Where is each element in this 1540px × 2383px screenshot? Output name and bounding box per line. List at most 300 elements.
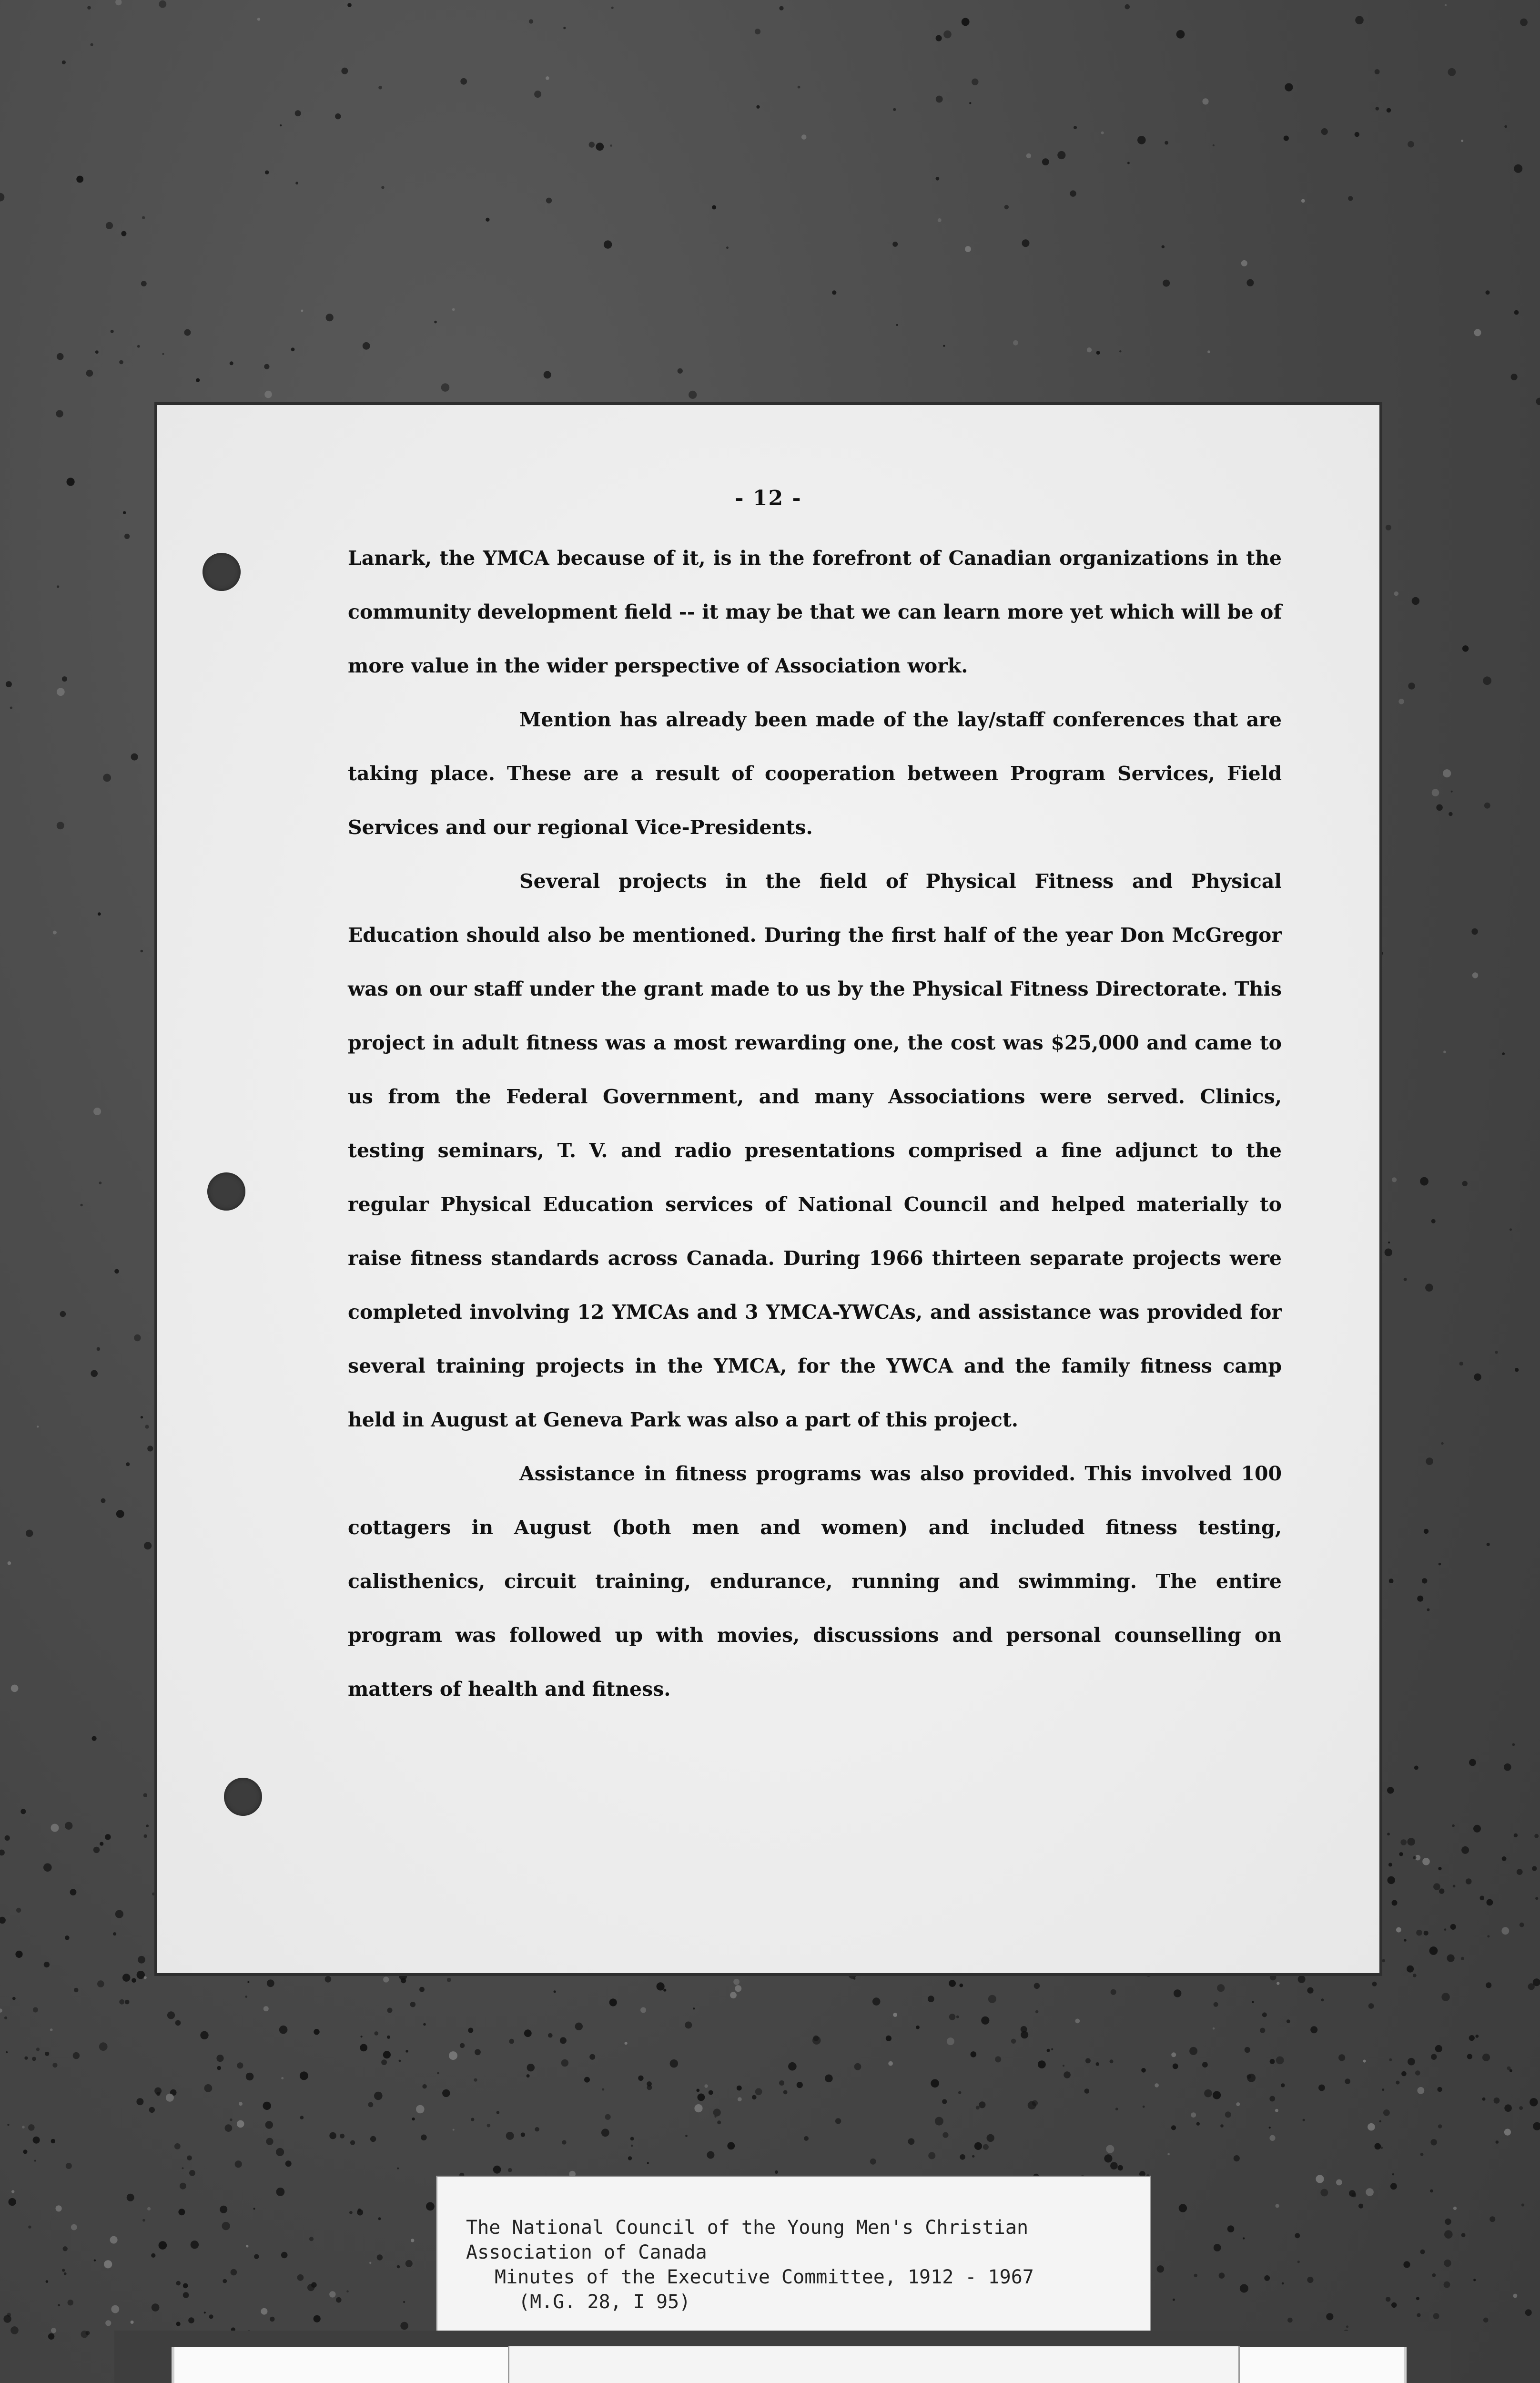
speckle bbox=[137, 1971, 145, 1979]
speckle bbox=[246, 2245, 248, 2247]
speckle bbox=[103, 774, 111, 782]
speckle bbox=[1461, 1957, 1464, 1960]
speckle bbox=[1084, 2088, 1090, 2094]
speckle bbox=[969, 102, 971, 104]
speckle bbox=[239, 2102, 243, 2106]
speckle bbox=[416, 2105, 425, 2114]
speckle bbox=[336, 2297, 342, 2303]
speckle bbox=[1021, 2031, 1028, 2038]
speckle bbox=[152, 2303, 160, 2312]
speckle bbox=[755, 2088, 762, 2095]
speckle bbox=[175, 2020, 181, 2026]
speckle bbox=[1225, 2111, 1231, 2118]
speckle bbox=[71, 2224, 77, 2230]
speckle bbox=[1507, 2067, 1511, 2070]
speckle bbox=[68, 2300, 73, 2305]
speckle bbox=[1422, 1578, 1427, 1583]
speckle bbox=[141, 950, 143, 953]
speckle bbox=[1345, 2078, 1350, 2084]
speckle bbox=[1375, 69, 1380, 74]
speckle bbox=[544, 371, 551, 378]
speckle bbox=[1085, 2058, 1091, 2063]
speckle bbox=[33, 2137, 40, 2144]
speckle bbox=[381, 186, 384, 189]
speckle bbox=[410, 2002, 415, 2007]
speckle bbox=[1392, 1900, 1398, 1906]
speckle bbox=[1486, 1982, 1491, 1988]
paragraph-3: Several projects in the field of Physical Fitness and Physical Education should also be mentioned. During the first half of the year Don McGregor was on our staff under the grant made to us by the Physical Fitness Directorate. This project in adult fitness was a most rewarding one, the cost was $25,000 and came to us from the Federal Government, and many Associations were served. Clinics, testing seminars, T. V. and radio presentations comprised a fine adjunct to the regular Physical Education services of National Council and helped materially to raise fitness standards across Canada. During 1966 thirteen separate projects were completed involving 12 YMCAs and 3 YMCA-YWCAs, and assistance was provided for several training projects in the YMCA, for the YWCA and the family fitness camp held in August at Geneva Park was also a part of this project. bbox=[348, 870, 1282, 1431]
speckle bbox=[1301, 199, 1305, 203]
speckle bbox=[1433, 1883, 1440, 1890]
speckle bbox=[1338, 2054, 1345, 2061]
speckle bbox=[1416, 2297, 1419, 2300]
speckle bbox=[1504, 2104, 1512, 2112]
speckle bbox=[1436, 805, 1443, 811]
speckle bbox=[1297, 2261, 1300, 2263]
speckle bbox=[447, 1978, 451, 1982]
speckle bbox=[381, 2059, 387, 2065]
speckle bbox=[1269, 2135, 1275, 2141]
speckle bbox=[1220, 2124, 1224, 2128]
speckle bbox=[64, 2272, 67, 2275]
archive-label-line-3: Minutes of the Executive Committee, 1912 - 1967 bbox=[495, 2266, 1034, 2288]
speckle bbox=[1486, 290, 1490, 295]
speckle bbox=[147, 1446, 153, 1451]
speckle bbox=[1391, 2302, 1397, 2308]
speckle bbox=[1417, 1596, 1423, 1602]
speckle bbox=[1101, 132, 1104, 134]
speckle bbox=[1173, 2064, 1178, 2069]
speckle bbox=[546, 198, 552, 204]
speckle bbox=[1417, 2087, 1424, 2094]
speckle bbox=[311, 2282, 317, 2288]
speckle bbox=[521, 2132, 525, 2137]
speckle bbox=[1355, 132, 1359, 137]
speckle bbox=[180, 2183, 186, 2190]
speckle bbox=[111, 330, 114, 333]
speckle bbox=[965, 246, 971, 252]
speckle bbox=[1400, 1839, 1407, 1845]
speckle bbox=[340, 2134, 344, 2139]
speckle bbox=[422, 2084, 426, 2088]
label-tab bbox=[508, 2346, 1240, 2383]
speckle bbox=[1375, 2143, 1381, 2150]
speckle bbox=[387, 2008, 393, 2013]
speckle bbox=[329, 2291, 335, 2297]
speckle bbox=[122, 1974, 131, 1982]
archives-stamp-frame bbox=[114, 2331, 1451, 2383]
speckle bbox=[46, 2280, 49, 2283]
speckle bbox=[832, 290, 836, 295]
speckle bbox=[0, 2008, 2, 2012]
speckle bbox=[1502, 1856, 1507, 1861]
speckle bbox=[1535, 1897, 1538, 1900]
speckle bbox=[943, 31, 952, 39]
speckle bbox=[936, 96, 943, 103]
speckle bbox=[50, 2028, 53, 2031]
speckle bbox=[174, 2143, 181, 2149]
speckle bbox=[1443, 1050, 1446, 1053]
speckle bbox=[949, 2014, 956, 2020]
speckle bbox=[486, 218, 489, 222]
speckle bbox=[11, 1685, 19, 1692]
speckle bbox=[357, 2210, 363, 2216]
speckle bbox=[1246, 279, 1254, 286]
speckle bbox=[10, 706, 12, 709]
speckle bbox=[63, 2246, 68, 2251]
speckle bbox=[798, 86, 800, 89]
speckle bbox=[309, 2237, 314, 2241]
speckle bbox=[596, 143, 604, 151]
speckle bbox=[1467, 2054, 1472, 2059]
speckle bbox=[1245, 2047, 1250, 2053]
speckle bbox=[265, 171, 269, 174]
speckle bbox=[1352, 2193, 1357, 2198]
speckle bbox=[32, 2057, 36, 2061]
speckle bbox=[1432, 789, 1439, 796]
speckle bbox=[411, 2239, 414, 2242]
speckle bbox=[1284, 136, 1289, 141]
speckle bbox=[1433, 2313, 1439, 2319]
speckle bbox=[493, 2166, 501, 2174]
speckle bbox=[1064, 2071, 1071, 2078]
speckle bbox=[67, 478, 75, 486]
speckle bbox=[142, 216, 145, 219]
speckle bbox=[678, 368, 683, 374]
speckle bbox=[1057, 151, 1065, 159]
speckle bbox=[1461, 1846, 1469, 1854]
speckle bbox=[1379, 2120, 1381, 2122]
speckle bbox=[377, 2254, 383, 2260]
speckle bbox=[527, 2064, 535, 2071]
speckle bbox=[1461, 2233, 1466, 2237]
speckle bbox=[1533, 2122, 1540, 2130]
speckle bbox=[7, 2124, 9, 2126]
speckle bbox=[412, 2118, 415, 2120]
speckle bbox=[264, 364, 269, 369]
speckle bbox=[1355, 16, 1364, 25]
speckle bbox=[1277, 1982, 1279, 1985]
speckle bbox=[1285, 83, 1293, 92]
speckle bbox=[326, 314, 334, 321]
punch-hole-top bbox=[203, 553, 241, 591]
speckle bbox=[378, 86, 382, 90]
speckle bbox=[1517, 1869, 1523, 1875]
speckle bbox=[6, 681, 12, 687]
speckle bbox=[1307, 1987, 1313, 1994]
speckle bbox=[1407, 1965, 1414, 1973]
speckle bbox=[1213, 2091, 1221, 2099]
speckle bbox=[60, 1311, 66, 1317]
speckle bbox=[1252, 2001, 1254, 2003]
speckle bbox=[1389, 1578, 1394, 1583]
speckle bbox=[575, 2023, 583, 2030]
speckle bbox=[184, 329, 191, 336]
speckle bbox=[1227, 2225, 1235, 2232]
speckle bbox=[426, 2202, 435, 2211]
speckle bbox=[1530, 2098, 1538, 2106]
speckle bbox=[44, 1962, 50, 1967]
speckle bbox=[942, 2099, 947, 2104]
speckle bbox=[647, 2162, 649, 2164]
speckle bbox=[1473, 2279, 1476, 2281]
speckle bbox=[144, 1542, 152, 1549]
speckle bbox=[16, 1908, 21, 1913]
speckle bbox=[137, 345, 140, 348]
speckle bbox=[1415, 2070, 1420, 2076]
speckle bbox=[893, 2013, 897, 2017]
speckle bbox=[916, 2026, 920, 2029]
speckle bbox=[374, 2092, 383, 2100]
speckle bbox=[630, 2137, 634, 2141]
speckle bbox=[189, 2170, 195, 2176]
speckle bbox=[534, 91, 541, 98]
speckle bbox=[51, 2328, 56, 2333]
speckle bbox=[1179, 2204, 1187, 2212]
speckle bbox=[1396, 1927, 1401, 1933]
speckle bbox=[167, 2011, 175, 2019]
speckle bbox=[405, 2050, 408, 2053]
speckle bbox=[1189, 2047, 1197, 2055]
speckle bbox=[131, 2321, 134, 2324]
speckle bbox=[1536, 398, 1540, 406]
speckle bbox=[471, 2118, 474, 2121]
speckle bbox=[694, 2104, 702, 2112]
speckle bbox=[347, 3, 352, 7]
speckle bbox=[125, 2000, 130, 2005]
speckle bbox=[1512, 1743, 1515, 1746]
speckle bbox=[187, 2156, 192, 2161]
speckle bbox=[693, 2007, 695, 2009]
archives-stamp bbox=[172, 2347, 1407, 2383]
speckle bbox=[1420, 1177, 1429, 1186]
speckle bbox=[383, 2051, 391, 2058]
speckle bbox=[1207, 350, 1210, 353]
speckle bbox=[209, 2314, 213, 2319]
speckle bbox=[281, 2077, 284, 2079]
speckle bbox=[1494, 2098, 1500, 2104]
speckle bbox=[134, 1334, 141, 1341]
speckle bbox=[1420, 2153, 1424, 2156]
speckle bbox=[983, 2144, 989, 2150]
speckle bbox=[1234, 2155, 1240, 2161]
speckle bbox=[62, 676, 67, 682]
speckle bbox=[401, 1978, 406, 1983]
speckle bbox=[1380, 2147, 1383, 2149]
speckle bbox=[0, 1917, 6, 1924]
speckle bbox=[1104, 2154, 1112, 2162]
speckle bbox=[527, 2074, 530, 2077]
speckle bbox=[1482, 2054, 1490, 2061]
speckle bbox=[441, 383, 450, 392]
speckle bbox=[1399, 1852, 1403, 1856]
speckle bbox=[285, 2160, 292, 2167]
speckle bbox=[295, 110, 301, 116]
speckle bbox=[1074, 126, 1077, 129]
speckle bbox=[1336, 2179, 1342, 2186]
speckle bbox=[423, 2023, 426, 2026]
speckle bbox=[696, 2089, 699, 2092]
speckle bbox=[3, 2315, 11, 2322]
speckle bbox=[1484, 803, 1490, 809]
speckle bbox=[1445, 2219, 1451, 2225]
speckle bbox=[1035, 2010, 1038, 2013]
speckle bbox=[535, 2127, 539, 2131]
speckle bbox=[297, 2274, 304, 2281]
speckle bbox=[144, 1976, 147, 1979]
speckle bbox=[908, 2138, 915, 2145]
speckle bbox=[562, 2140, 566, 2144]
speckle bbox=[375, 2031, 379, 2036]
speckle bbox=[1388, 1242, 1390, 1243]
speckle bbox=[301, 310, 304, 312]
speckle bbox=[1437, 2087, 1442, 2092]
speckle bbox=[1444, 1928, 1447, 1931]
speckle bbox=[888, 2061, 893, 2066]
speckle bbox=[936, 35, 942, 41]
speckle bbox=[1388, 1863, 1392, 1867]
speckle bbox=[1202, 98, 1208, 104]
speckle bbox=[1430, 2190, 1433, 2193]
speckle bbox=[1119, 350, 1121, 352]
speckle bbox=[756, 105, 760, 109]
speckle bbox=[1372, 1982, 1377, 1986]
speckle bbox=[1504, 125, 1507, 128]
speckle bbox=[92, 1736, 97, 1741]
speckle bbox=[138, 1956, 145, 1964]
speckle bbox=[1318, 2085, 1325, 2091]
speckle bbox=[230, 361, 233, 365]
speckle bbox=[1412, 597, 1419, 605]
speckle bbox=[99, 1181, 102, 1184]
speckle bbox=[1111, 1989, 1116, 1995]
speckle bbox=[1204, 2089, 1212, 2098]
speckle bbox=[640, 2007, 646, 2013]
speckle bbox=[625, 2042, 628, 2045]
speckle bbox=[145, 1425, 149, 1429]
speckle bbox=[1143, 2106, 1145, 2108]
speckle bbox=[15, 1951, 22, 1958]
speckle bbox=[434, 321, 437, 324]
speckle bbox=[204, 2312, 206, 2313]
speckle bbox=[1487, 1935, 1489, 1937]
speckle bbox=[958, 2091, 961, 2094]
speckle bbox=[1087, 347, 1092, 352]
speckle bbox=[1070, 190, 1076, 196]
speckle bbox=[387, 2036, 390, 2039]
speckle bbox=[1408, 1838, 1415, 1845]
speckle bbox=[24, 2057, 28, 2060]
speckle bbox=[1534, 1834, 1539, 1838]
speckle bbox=[53, 931, 57, 935]
speckle bbox=[43, 1864, 52, 1872]
speckle bbox=[22, 2126, 25, 2128]
speckle bbox=[99, 2042, 108, 2051]
speckle bbox=[1483, 2318, 1489, 2323]
speckle bbox=[1495, 1351, 1498, 1354]
speckle bbox=[51, 2139, 55, 2143]
speckle bbox=[1414, 1766, 1418, 1770]
speckle bbox=[1075, 2019, 1080, 2024]
speckle bbox=[959, 1984, 963, 1987]
archive-label-line-1: The National Council of the Young Men's Christian bbox=[466, 2217, 1029, 2239]
speckle bbox=[95, 350, 99, 354]
speckle bbox=[1096, 351, 1100, 355]
speckle bbox=[97, 1347, 101, 1351]
speckle bbox=[146, 1824, 149, 1827]
speckle bbox=[1390, 2183, 1397, 2190]
speckle bbox=[119, 360, 123, 365]
speckle bbox=[87, 6, 91, 10]
speckle bbox=[976, 2106, 980, 2109]
speckle bbox=[628, 2156, 632, 2160]
speckle bbox=[20, 1809, 26, 1814]
speckle bbox=[1448, 68, 1456, 76]
speckle bbox=[370, 2136, 376, 2142]
speckle bbox=[349, 2211, 353, 2214]
speckle bbox=[1047, 2049, 1050, 2052]
speckle bbox=[1385, 1249, 1392, 1256]
speckle bbox=[191, 2240, 199, 2249]
speckle bbox=[1504, 1763, 1511, 1771]
speckle bbox=[154, 2088, 162, 2095]
speckle bbox=[947, 2037, 954, 2045]
speckle bbox=[23, 2149, 28, 2154]
speckle bbox=[34, 2160, 36, 2162]
speckle bbox=[314, 2029, 319, 2035]
speckle bbox=[105, 2320, 111, 2326]
speckle bbox=[399, 2060, 401, 2062]
speckle bbox=[452, 308, 455, 311]
speckle bbox=[33, 2007, 38, 2013]
speckle bbox=[62, 2269, 65, 2271]
speckle bbox=[65, 1822, 72, 1830]
speckle bbox=[9, 2198, 16, 2206]
speckle bbox=[1441, 1442, 1443, 1445]
speckle bbox=[421, 2135, 427, 2141]
speckle bbox=[738, 2097, 742, 2101]
speckle bbox=[115, 1910, 123, 1918]
speckle bbox=[730, 1992, 737, 1998]
speckle bbox=[1240, 2284, 1248, 2293]
speckle bbox=[235, 2160, 242, 2168]
speckle bbox=[872, 1997, 881, 2006]
speckle bbox=[123, 511, 126, 514]
speckle bbox=[1420, 2250, 1425, 2254]
speckle bbox=[928, 1996, 934, 2002]
speckle bbox=[437, 2072, 439, 2075]
speckle bbox=[1441, 1993, 1449, 2001]
speckle bbox=[801, 134, 807, 140]
speckle bbox=[775, 2170, 778, 2174]
speckle bbox=[1118, 2165, 1123, 2170]
speckle bbox=[1176, 30, 1185, 39]
speckle bbox=[893, 108, 896, 111]
speckle bbox=[66, 2163, 72, 2169]
speckle bbox=[460, 78, 467, 85]
speckle bbox=[797, 2082, 803, 2088]
speckle bbox=[266, 2138, 273, 2145]
speckle bbox=[663, 1989, 666, 1992]
punch-hole-bottom bbox=[224, 1778, 262, 1816]
speckle bbox=[57, 688, 65, 696]
speckle bbox=[1426, 1457, 1433, 1465]
speckle bbox=[1165, 141, 1168, 145]
speckle bbox=[1521, 2203, 1524, 2206]
speckle bbox=[176, 2322, 181, 2326]
speckle bbox=[8, 1561, 11, 1565]
speckle bbox=[1444, 2230, 1453, 2239]
